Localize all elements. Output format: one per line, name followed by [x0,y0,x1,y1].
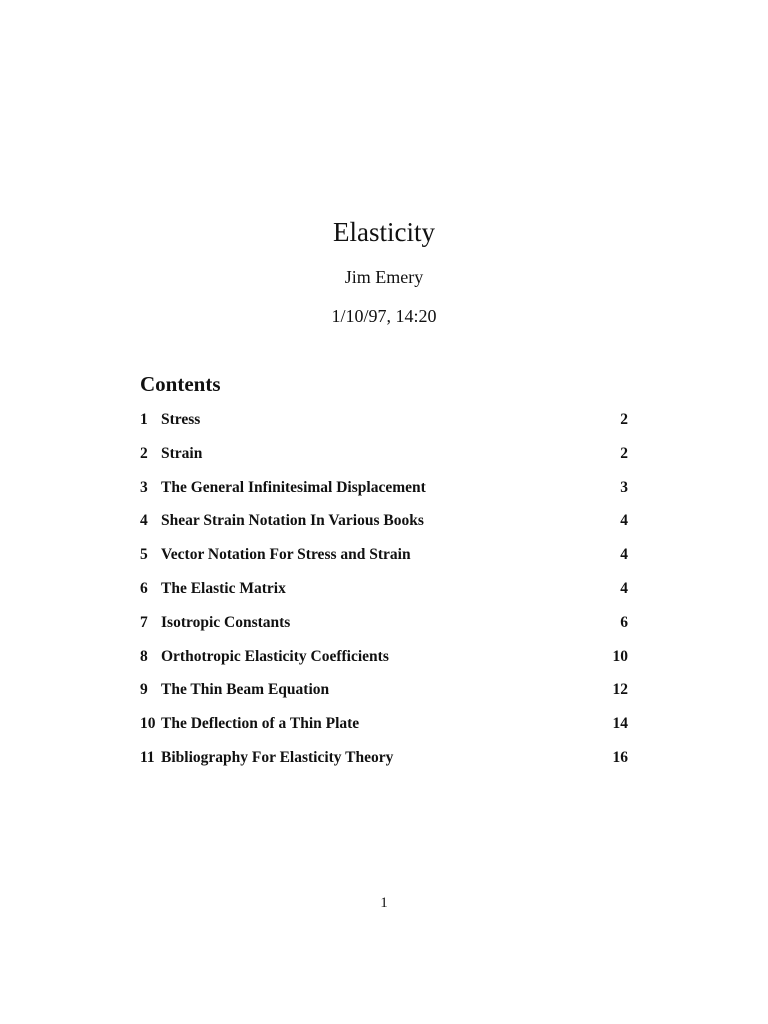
toc-entry-page: 4 [620,546,628,564]
toc-entry-title: The Deflection of a Thin Plate [161,715,360,733]
toc-entry-title: The General Infinitesimal Displacement [161,478,426,496]
toc-entry-number: 10 [140,715,156,733]
toc-entry-number: 6 [140,579,148,597]
toc-entry-page: 4 [620,579,628,597]
toc-entry-page: 10 [612,647,628,665]
toc-entry-title: Isotropic Constants [161,613,291,631]
toc-entry-title: Vector Notation For Stress and Strain [161,546,411,564]
toc-entry-number: 1 [140,411,148,428]
toc-entry-page: 2 [620,411,628,428]
toc-entry-page: 2 [620,444,628,462]
toc-entry-page: 3 [620,478,628,496]
toc-entry-number: 8 [140,647,148,665]
toc-entry-number: 5 [140,546,148,564]
toc-entry-11[interactable] [140,746,628,780]
contents-heading: Contents [140,372,221,396]
toc-entry-title: Orthotropic Elasticity Coefficients [161,647,389,665]
toc-entry-10[interactable] [140,712,628,746]
toc-entry-page: 4 [620,512,628,530]
toc-entry-6[interactable] [140,577,628,611]
toc-entry-page: 6 [620,613,628,631]
toc-entry-title: Shear Strain Notation In Various Books [161,512,424,530]
toc-entry-number: 11 [140,748,155,766]
toc-entry-number: 4 [140,512,148,530]
toc-entry-number: 3 [140,478,148,496]
toc-entry-number: 2 [140,444,148,462]
toc-entry-title: Strain [161,444,203,462]
title-block [0,214,768,328]
table-of-contents [140,408,628,780]
document-title: Elasticity [333,217,435,247]
toc-entry-number: 9 [140,681,148,699]
toc-entry-title: Bibliography For Elasticity Theory [161,748,394,766]
toc-entry-page: 14 [612,715,628,733]
document-author: Jim Emery [344,267,424,287]
toc-entry-title: The Elastic Matrix [161,579,286,597]
toc-entry-7[interactable] [140,611,628,645]
toc-entry-2[interactable] [140,442,628,476]
toc-entry-8[interactable] [140,645,628,679]
toc-entry-5[interactable] [140,543,628,577]
toc-entry-title: The Thin Beam Equation [161,681,330,699]
toc-entry-page: 16 [612,748,628,766]
toc-entry-4[interactable] [140,509,628,543]
toc-entry-number: 7 [140,613,148,631]
toc-entry-3[interactable] [140,476,628,510]
toc-entry-9[interactable] [140,678,628,712]
toc-entry-title: Stress [161,411,201,428]
page-number: 1 [380,895,388,911]
document-date: 1/10/97, 14:20 [331,306,437,326]
toc-entry-1[interactable] [140,408,628,442]
toc-entry-page: 12 [612,681,628,699]
